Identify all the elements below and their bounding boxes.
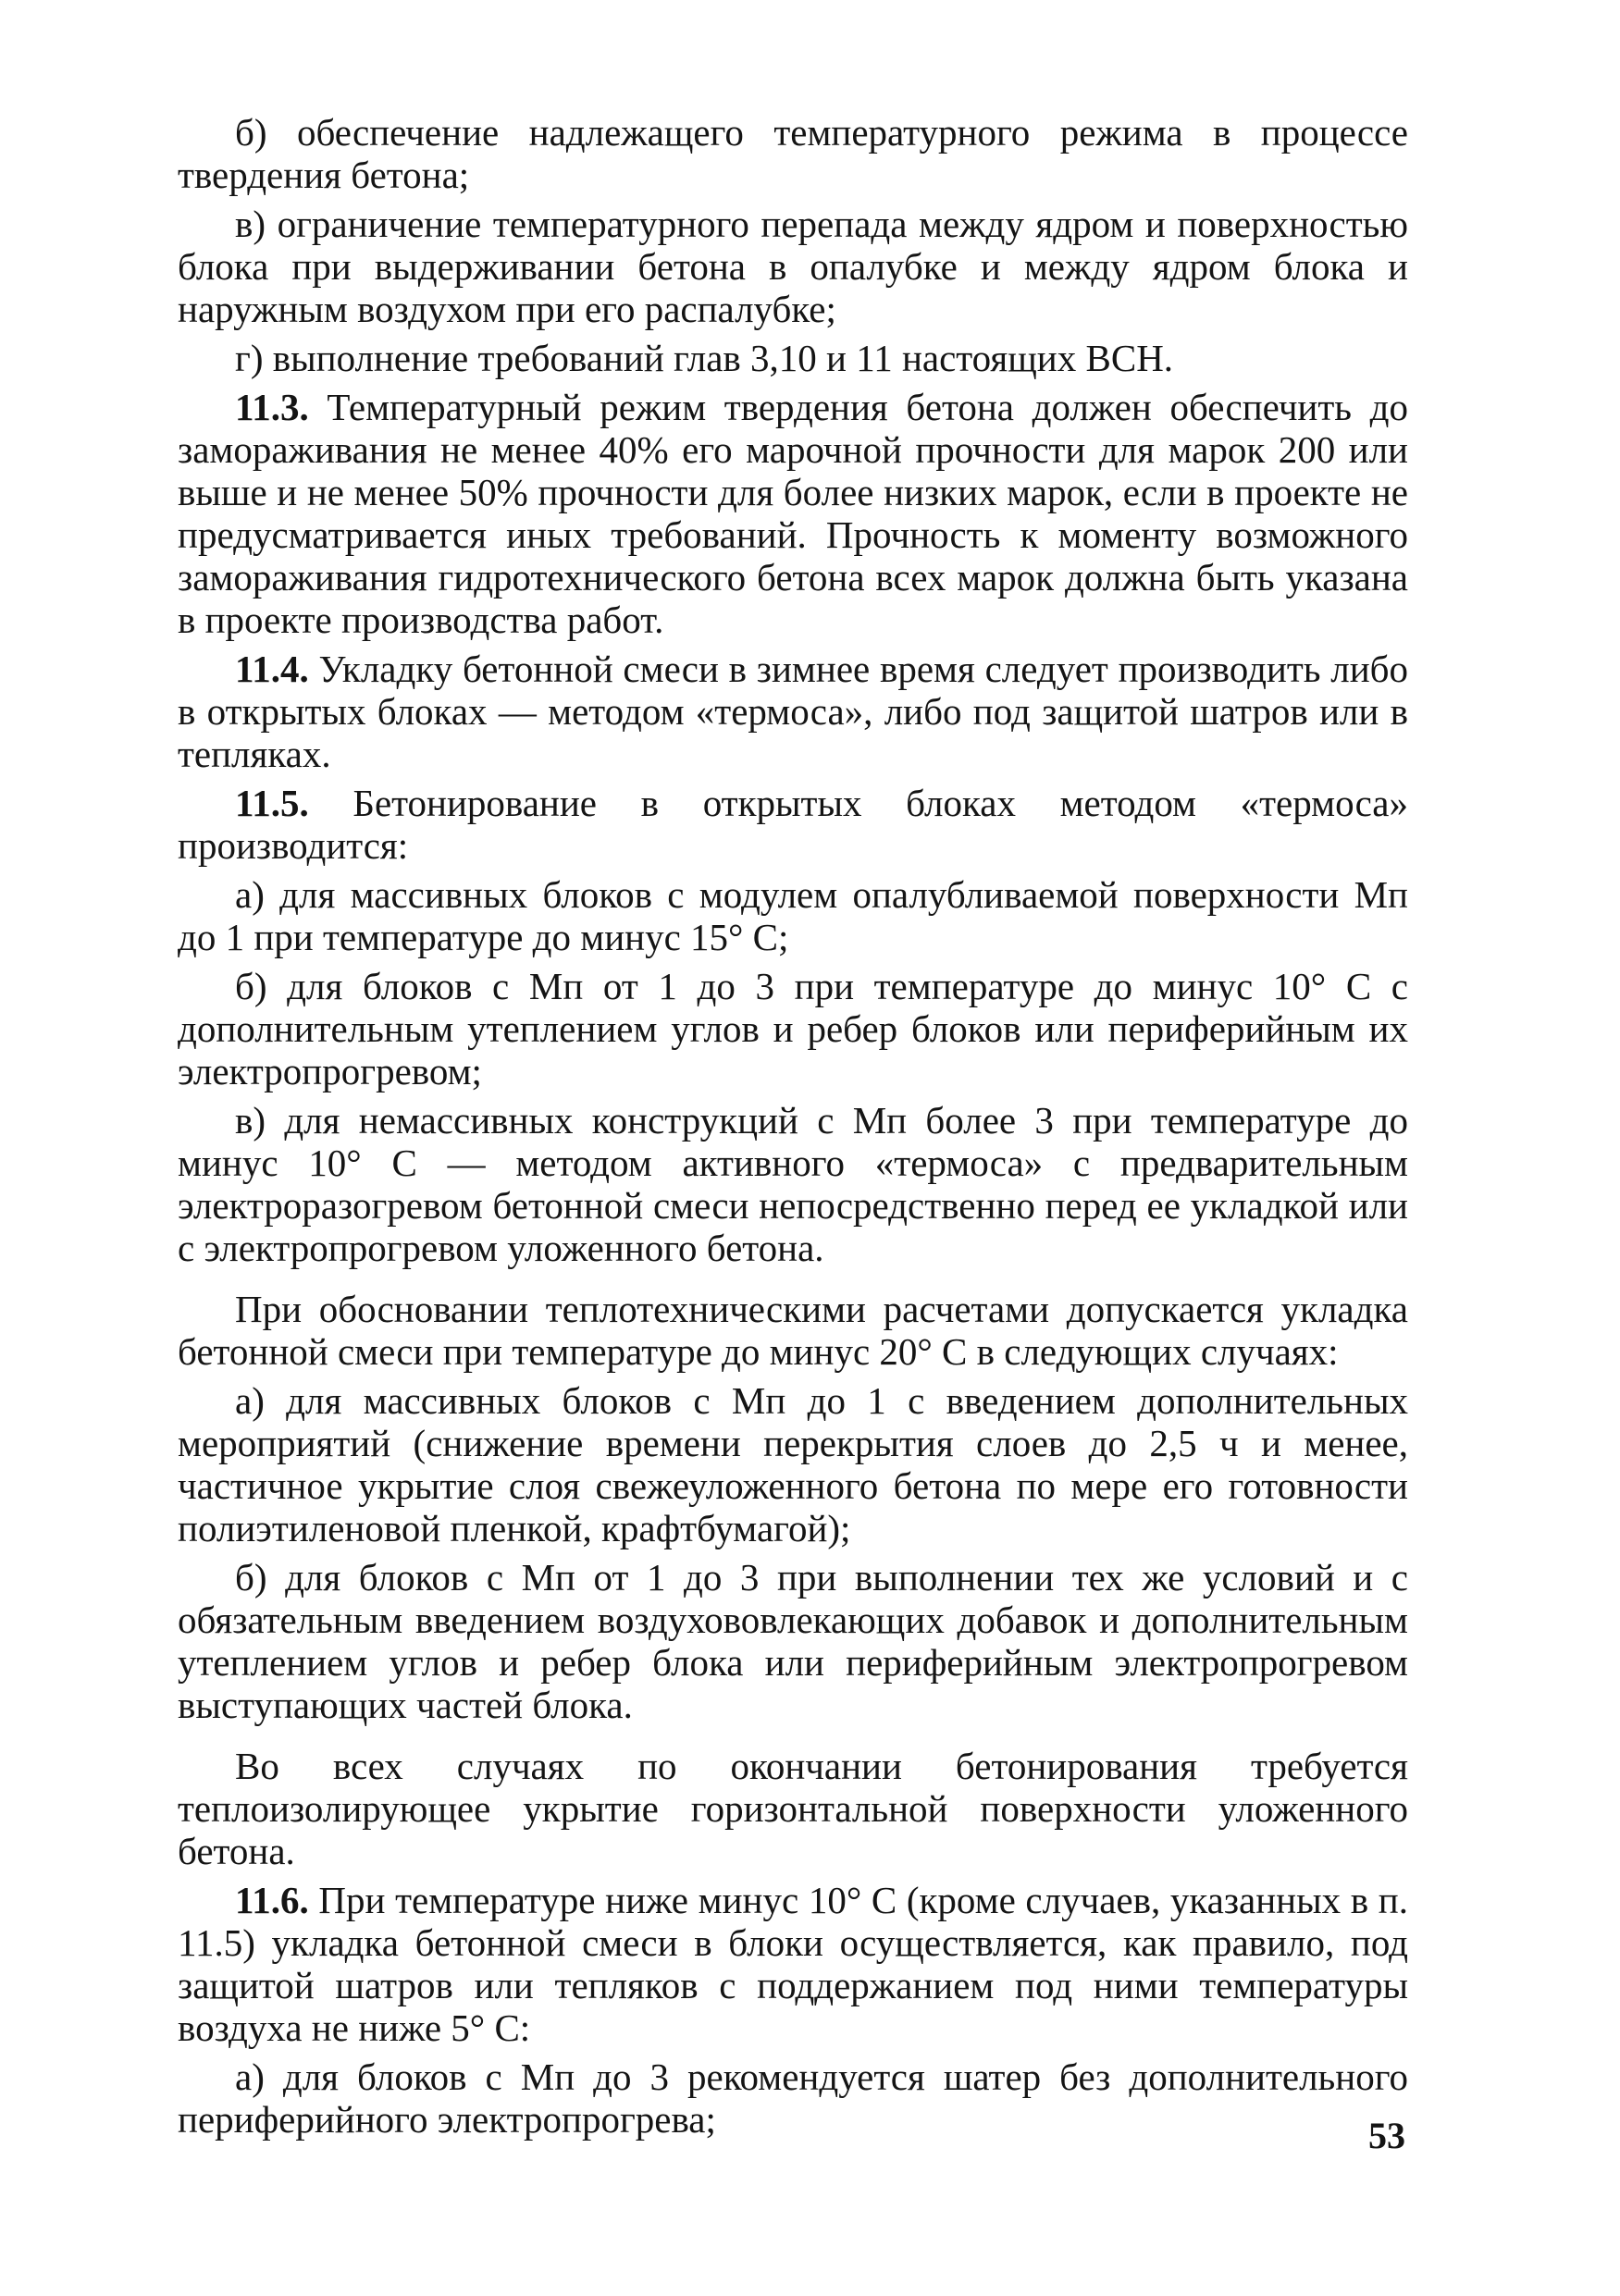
clause-number: 11.5. [235, 782, 309, 824]
paragraph-text: в) ограничение температурного перепада между ядром и поверхностью блока при выдерживании бетона в опалубке и между ядром блока и наружным воздухом при его распалубке; [178, 203, 1408, 330]
paragraph-v-temperature-difference [178, 203, 1408, 330]
paragraph-text: а) для массивных блоков с модулем опалубливаемой поверхности Мп до 1 при температуре до минус 15° С; [178, 873, 1408, 958]
clause-11-6 [178, 1879, 1408, 2049]
clause-11-5-v [178, 1099, 1408, 1269]
paragraph-text: При температуре ниже минус 10° С (кроме случаев, указанных в п. 11.5) укладка бетонной смеси в блоки осуществляется, как правило, под защитой шатров или тепляков с поддержанием под ними температуры воздуха не ниже 5° С: [178, 1879, 1408, 2049]
paragraph-text: а) для массивных блоков с Мп до 1 с введением дополнительных мероприятий (снижение времени перекрытия слоев до 2,5 ч и менее, частичное укрытие слоя свежеуложенного бетона по мере его готовности полиэтиленовой пленкой, крафтбумагой); [178, 1379, 1408, 1549]
paragraph-justification-b [178, 1556, 1408, 1726]
paragraph-insulation [178, 1745, 1408, 1872]
document-body [178, 111, 1408, 2147]
clause-11-5-a [178, 873, 1408, 958]
paragraph-justification [178, 1288, 1408, 1373]
clause-11-5-b [178, 965, 1408, 1092]
paragraph-text: б) для блоков с Мп от 1 до 3 при выполнении тех же условий и с обязательным введением воздухововлекающих добавок и дополнительным утеплением углов и ребер блока или периферийным электропрогревом выступающих частей блока. [178, 1556, 1408, 1726]
clause-11-5 [178, 782, 1408, 867]
paragraph-text: При обосновании теплотехническими расчетами допускается укладка бетонной смеси при температуре до минус 20° С в следующих случаях: [178, 1288, 1408, 1373]
paragraph-text: Во всех случаях по окончании бетонирования требуется теплоизолирующее укрытие горизонтальной поверхности уложенного бетона. [178, 1745, 1408, 1872]
paragraph-justification-a [178, 1379, 1408, 1549]
clause-number: 11.3. [235, 386, 309, 428]
paragraph-g-requirements [178, 337, 1408, 379]
clause-11-6-a [178, 2055, 1408, 2141]
paragraph-b-temperature-regime [178, 111, 1408, 196]
paragraph-text: в) для немассивных конструкций с Мп более 3 при температуре до минус 10° С — методом активного «термоса» с предварительным электроразогревом бетонной смеси непосредственно перед ее укладкой или с электропрогревом уложенного бетона. [178, 1099, 1408, 1269]
paragraph-text: Температурный режим твердения бетона должен обеспечить до замораживания не менее 40% его марочной прочности для марок 200 или выше и не менее 50% прочности для более низких марок, если в проекте не предусматривается иных требований. Прочность к моменту возможного замораживания гидротехнического бетона всех марок должна быть указана в проекте производства работ. [178, 386, 1408, 641]
paragraph-text: а) для блоков с Мп до 3 рекомендуется шатер без дополнительного периферийного электропрогрева; [178, 2055, 1408, 2141]
clause-number: 11.4. [235, 648, 309, 690]
clause-11-3 [178, 386, 1408, 641]
page-number: 53 [1368, 2115, 1405, 2156]
paragraph-text: Бетонирование в открытых блоках методом «термоса» производится: [178, 782, 1408, 867]
paragraph-text: Укладку бетонной смеси в зимнее время следует производить либо в открытых блоках — методом «термоса», либо под защитой шатров или в тепляках. [178, 648, 1408, 775]
paragraph-text: г) выполнение требований глав 3,10 и 11 настоящих ВСН. [235, 337, 1174, 379]
paragraph-text: б) обеспечение надлежащего температурного режима в процессе твердения бетона; [178, 111, 1408, 196]
clause-number: 11.6. [235, 1879, 309, 1921]
paragraph-text: б) для блоков с Мп от 1 до 3 при температуре до минус 10° С с дополнительным утеплением углов и ребер блоков или периферийным их электропрогревом; [178, 965, 1408, 1092]
clause-11-4 [178, 648, 1408, 775]
